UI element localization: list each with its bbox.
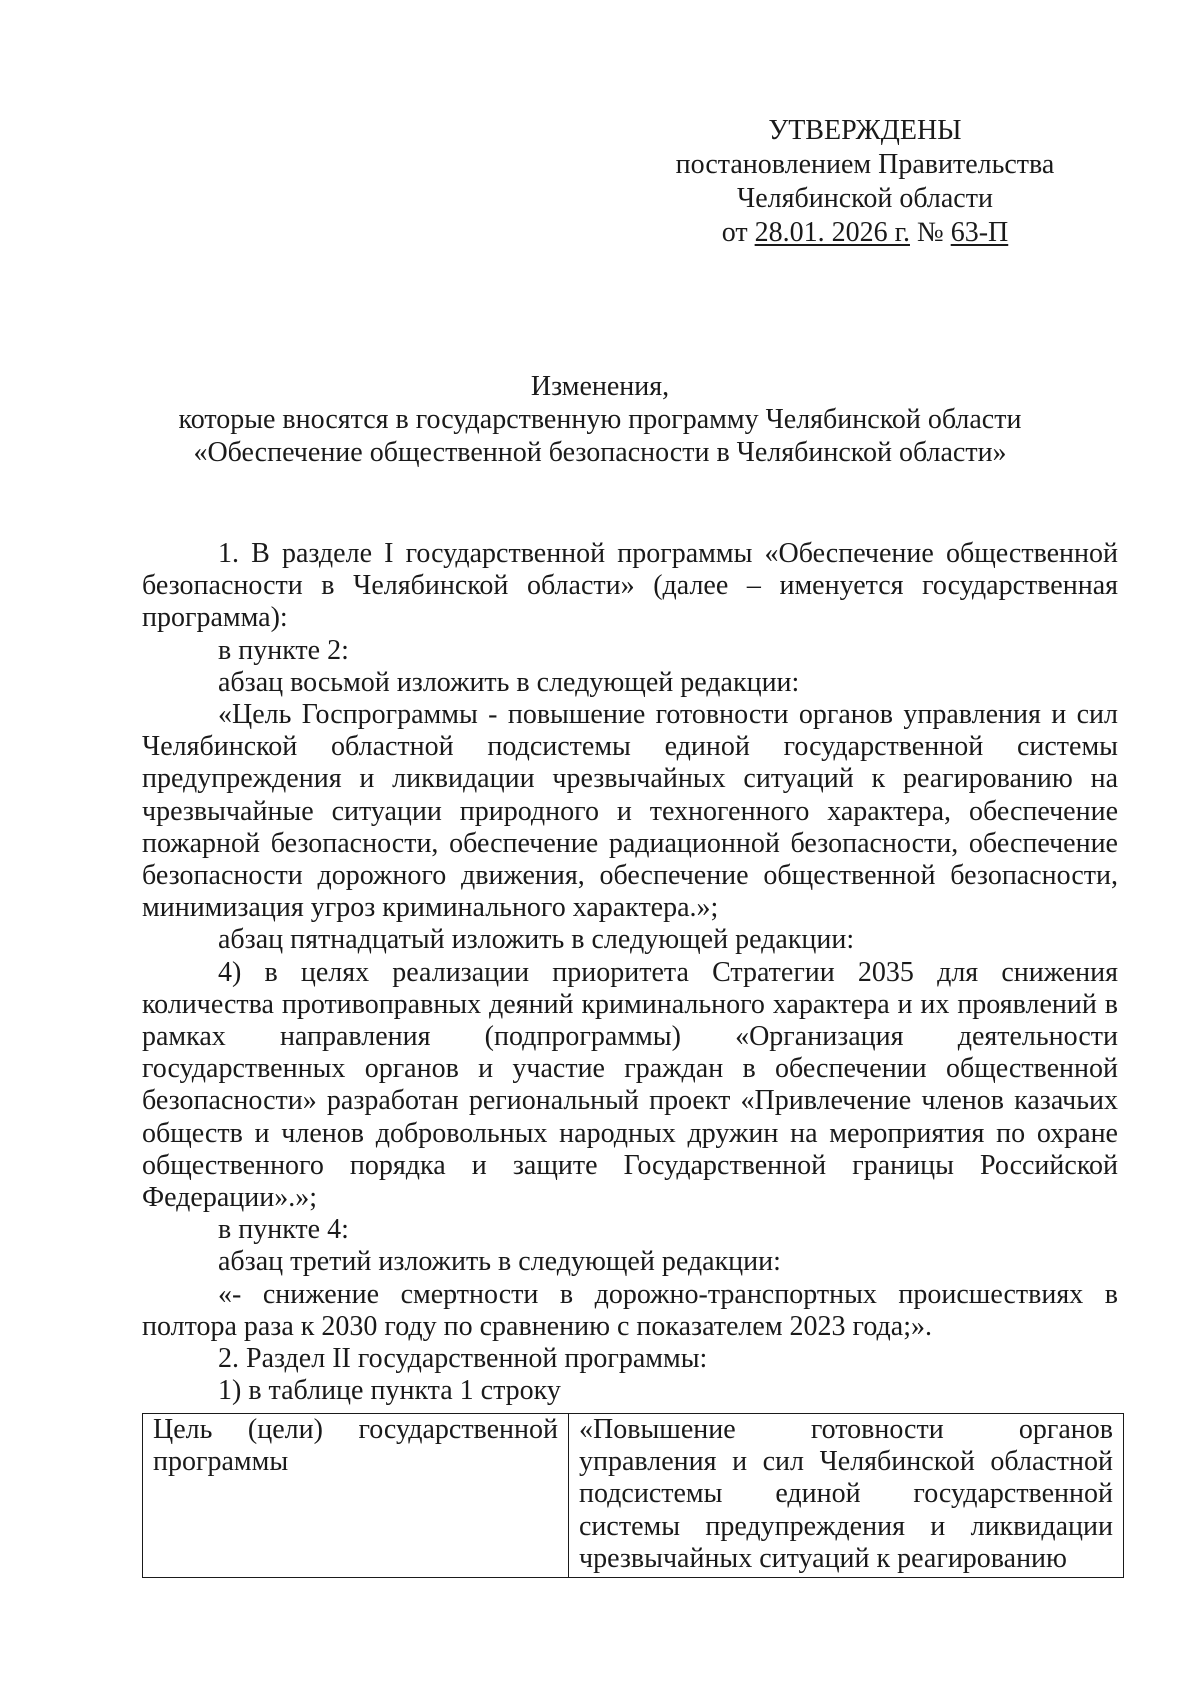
table-row — [143, 1414, 1124, 1578]
number-prefix: № — [909, 217, 951, 248]
paragraph: 1. В разделе I государственной программы «Обеспечение общественной безопасности в Челябинской области» (далее – именуется государственная программа): — [142, 538, 1118, 634]
approval-region: Челябинской области — [737, 183, 993, 214]
program-table — [142, 1413, 1124, 1578]
paragraph: в пункте 4: — [218, 1214, 349, 1246]
heading-title: Изменения, — [530, 371, 670, 402]
table-cell-goal-label: Цель (цели) государственной программы — [143, 1414, 569, 1578]
paragraph: 2. Раздел II государственной программы: — [218, 1343, 708, 1375]
approval-decree: постановлением Правительства — [675, 149, 1055, 180]
heading-subtitle: которые вносятся в государственную программу Челябинской области — [178, 404, 1022, 435]
paragraph: «Цель Госпрограммы - повышение готовности органов управления и сил Челябинской областной подсистемы единой государственной системы предупреждения и ликвидации чрезвычайных ситуаций к реагированию на чрезвычайные ситуации природного и техногенного характера, обеспечение пожарной безопасности, обеспечение радиационной безопасности, обеспечение безопасности дорожного движения, обеспечение общественной безопасности, минимизация угроз криминального характера.»; — [142, 699, 1118, 924]
approval-number: 63-П — [950, 217, 1009, 248]
heading-program-name: «Обеспечение общественной безопасности в Челябинской области» — [193, 437, 1007, 468]
approval-date-line — [640, 216, 1090, 250]
approval-block — [640, 114, 1090, 250]
paragraph: 1) в таблице пункта 1 строку — [218, 1375, 561, 1407]
document-body — [142, 538, 1118, 1407]
paragraph: абзац пятнадцатый изложить в следующей редакции: — [218, 924, 855, 956]
paragraph: абзац восьмой изложить в следующей редакции: — [218, 666, 800, 698]
date-prefix: от — [721, 217, 755, 248]
paragraph: 4) в целях реализации приоритета Стратегии 2035 для снижения количества противоправных деяний криминального характера и их проявлений в рамках направления (подпрограммы) «Организация деятельности государственных органов и участие граждан в обеспечении общественной безопасности» разработан региональный проект «Привлечение членов казачьих обществ и членов добровольных народных дружин на мероприятия по охране общественного порядка и защите Государственной границы Российской Федерации».»; — [142, 956, 1118, 1214]
table-cell-goal-value: «Повышение готовности органов управления и сил Челябинской областной подсистемы единой государственной системы предупреждения и ликвидации чрезвычайных ситуаций к реагированию — [569, 1414, 1124, 1578]
document-heading — [120, 370, 1080, 469]
approval-title: УТВЕРЖДЕНЫ — [768, 115, 962, 146]
paragraph: абзац третий изложить в следующей редакции: — [218, 1246, 781, 1278]
paragraph: «- снижение смертности в дорожно-транспортных происшествиях в полтора раза к 2030 году по сравнению с показателем 2023 года;». — [142, 1278, 1118, 1342]
approval-date: 28.01. 2026 г. — [754, 217, 910, 248]
paragraph: в пункте 2: — [218, 634, 349, 666]
